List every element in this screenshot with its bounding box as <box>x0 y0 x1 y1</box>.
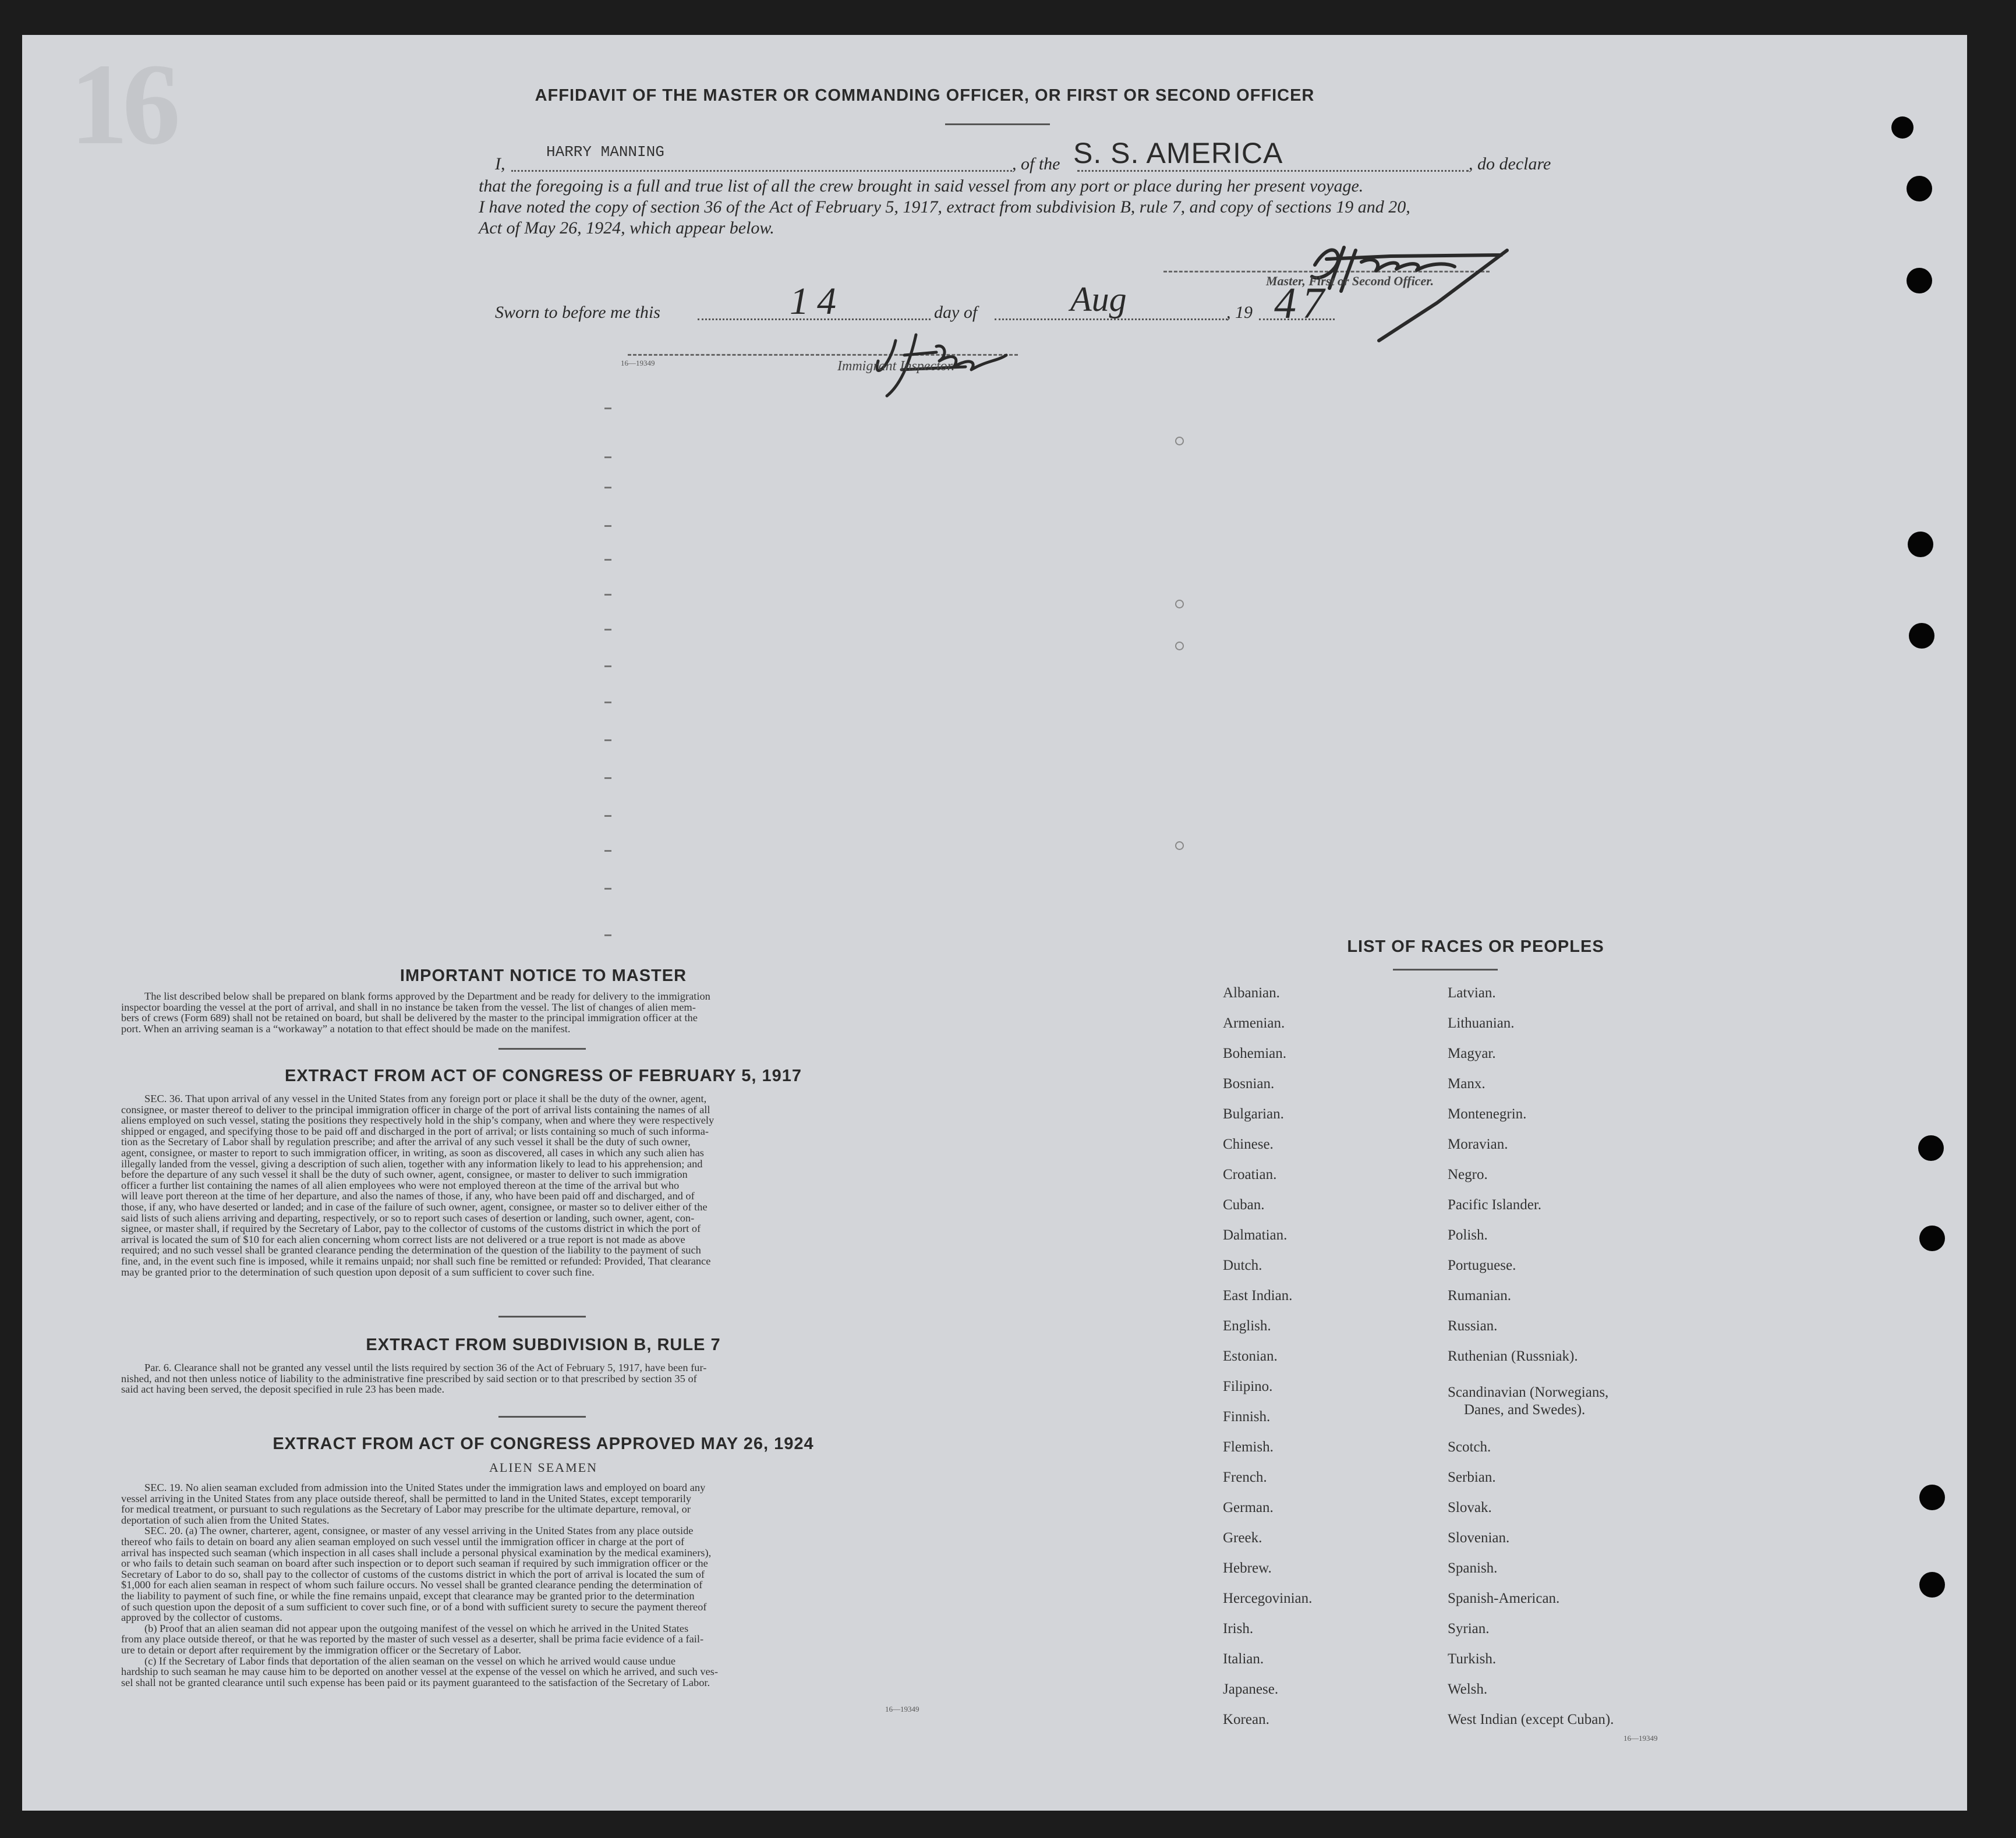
extract-line: said lists of such aliens arriving and departing, respectively, or so to report such cases of desertion or landing, such owner, agent, con- <box>121 1212 695 1224</box>
notice-line: bers of crews (Form 689) shall not be retained on board, but shall be delivered by the master to the principal immigration officer at the <box>121 1012 698 1024</box>
extract-line: fine, and, in the event such fine is imposed, while it remains unpaid; nor shall such fine be remitted or refunded: Provided, That clearance <box>121 1255 711 1267</box>
extract-1924-title: EXTRACT FROM ACT OF CONGRESS APPROVED MAY 26, 1924 <box>273 1435 814 1453</box>
extract-line: officer a further list containing the names of all alien employees who were not employed thereon at the time of the arrival but who <box>121 1179 680 1191</box>
extract-1917-body <box>121 1093 965 1277</box>
extract-1917-title: EXTRACT FROM ACT OF CONGRESS OF FEBRUARY 5, 1917 <box>284 1067 802 1085</box>
extract-line: hardship to such seaman he may cause him to be deported on another vessel at the expense of the vessel on which he arrived, and such ves- <box>121 1666 718 1678</box>
race-item: Cuban. <box>1223 1197 1265 1213</box>
extract-line: or who fails to detain such seaman on board after such inspection or to deport such seaman if required by such immigration officer or the <box>121 1557 708 1570</box>
margin-tick <box>604 559 611 561</box>
race-item: Ruthenian (Russniak). <box>1448 1348 1578 1364</box>
races-title: LIST OF RACES OR PEOPLES <box>1347 937 1604 956</box>
notice-body <box>121 991 965 1034</box>
race-item: West Indian (except Cuban). <box>1448 1712 1614 1727</box>
extract-line: consignee, or master thereof to deliver to the principal immigration officer in charge of the port of arrival lists containing the names of all <box>121 1103 710 1115</box>
form-number: 16—19349 <box>1624 1734 1658 1743</box>
extract-line: said act having been served, the deposit specified in rule 23 has been made. <box>121 1383 445 1396</box>
race-item: Bosnian. <box>1223 1076 1275 1092</box>
extract-line: aliens employed on such vessel, stating the positions they respectively hold in the ship’s company, when and where they were respectively <box>121 1114 715 1127</box>
year-prefix: , 19 <box>1226 303 1253 322</box>
extract-line: ure to detain or deport after requirement by the immigration officer or the Secretary of Labor. <box>121 1644 521 1656</box>
race-item: Hercegovinian. <box>1223 1591 1313 1606</box>
binder-hole <box>1919 1572 1945 1598</box>
extract-line: arrival is located the sum of $10 for each alien concerning whom correct lists are not delivered or a true report is not made as above <box>121 1233 685 1245</box>
race-item: East Indian. <box>1223 1288 1293 1304</box>
race-item: Dutch. <box>1223 1258 1262 1273</box>
race-item: Montenegrin. <box>1448 1106 1527 1122</box>
sworn-label: Sworn to before me this <box>495 303 660 322</box>
extract-line: (b) Proof that an alien seaman did not appear upon the outgoing manifest of the vessel on which he arrived in the United States <box>144 1622 689 1634</box>
vessel-name-field: S. S. AMERICA <box>1073 137 1283 169</box>
race-item: Spanish. <box>1448 1560 1498 1576</box>
margin-tick <box>604 594 611 596</box>
race-item: Hebrew. <box>1223 1560 1272 1576</box>
race-item: Latvian. <box>1448 985 1496 1001</box>
margin-tick <box>604 408 611 409</box>
name-field-line <box>511 170 1012 172</box>
extract-line: thereof who fails to detain on board any alien seaman employed on such vessel until the immigration officer in charge at the port of <box>121 1535 685 1547</box>
notice-title: IMPORTANT NOTICE TO MASTER <box>399 966 687 985</box>
extract-line: the liability to payment of such fine, or while the fine remains unpaid, except that clearance may be granted prior to the determination <box>121 1589 695 1602</box>
binder-hole <box>1908 532 1933 557</box>
do-declare-label: , do declare <box>1469 154 1551 173</box>
race-item: Finnish. <box>1223 1409 1271 1425</box>
race-item: Syrian. <box>1448 1621 1490 1637</box>
race-item: Croatian. <box>1223 1167 1277 1182</box>
document-page <box>22 35 1967 1811</box>
binder-hole <box>1907 176 1932 201</box>
divider <box>945 123 1050 125</box>
extract-line: $1,000 for each alien seaman in respect of whom such failure occurs. No vessel shall be granted clearance pending the determination of <box>121 1579 703 1591</box>
race-item: Slovak. <box>1448 1500 1492 1515</box>
race-item: Portuguese. <box>1448 1258 1516 1273</box>
divider <box>1393 969 1498 971</box>
month-value: Aug <box>1070 280 1127 318</box>
extract-line: for medical treatment, or pursuant to such regulations as the Secretary of Labor may prescribe for the ultimate departure, removal, or <box>121 1503 691 1515</box>
of-the-label: , of the <box>1012 154 1060 173</box>
binder-hole <box>1907 268 1932 293</box>
race-item: Russian. <box>1448 1318 1498 1334</box>
race-item: Serbian. <box>1448 1469 1496 1485</box>
race-item: Scandinavian (Norwegians, <box>1448 1384 1609 1400</box>
extract-line: SEC. 19. No alien seaman excluded from admission into the United States under the immigration laws and employed on board any <box>144 1482 706 1493</box>
race-item: Japanese. <box>1223 1681 1279 1697</box>
notice-line: port. When an arriving seaman is a “workaway” a notation to that effect should be made on the manifest. <box>121 1022 571 1035</box>
speck <box>1175 642 1184 650</box>
margin-tick <box>604 525 611 527</box>
extract-1924-subtitle: ALIEN SEAMEN <box>489 1460 597 1475</box>
binder-hole <box>1918 1135 1944 1161</box>
race-item: Greek. <box>1223 1530 1262 1546</box>
margin-tick <box>604 815 611 817</box>
extract-line: (c) If the Secretary of Labor finds that deportation of the alien seaman on the vessel on which he arrived would cause undue <box>144 1655 676 1667</box>
notice-line: The list described below shall be prepared on blank forms approved by the Department and be ready for delivery to the immigration <box>144 990 710 1002</box>
extract-1924-body <box>121 1482 965 1688</box>
extract-line: illegally landed from the vessel, giving a description of such alien, together with any information likely to lead to his apprehension; and <box>121 1157 703 1170</box>
extract-line: vessel arriving in the United States from any place outside thereof, shall be permitted to land in the United States, except temporarily <box>121 1492 692 1504</box>
speck <box>1175 600 1184 608</box>
vessel-field-line <box>1077 170 1469 172</box>
extract-line: sel shall not be granted clearance until such expense has been paid or its payment guaranteed to the satisfaction of the Secretary of Labor. <box>121 1676 710 1688</box>
binder-hole <box>1909 623 1934 649</box>
extract-line: SEC. 20. (a) The owner, charterer, agent, consignee, or master of any vessel arriving in the United States from any place outside <box>144 1525 694 1537</box>
extract-line: may be granted prior to the determination of such question upon deposit of a sum sufficient to cover such fine. <box>121 1266 595 1278</box>
divider <box>498 1416 586 1418</box>
extract-line: nished, and not then unless notice of liability to the administrative fine prescribed by said section or to that prescribed by section 35 of <box>121 1372 697 1384</box>
race-item: Lithuanian. <box>1448 1015 1515 1031</box>
race-item: Manx. <box>1448 1076 1486 1092</box>
extract-line: SEC. 36. That upon arrival of any vessel in the United States from any foreign port or place it shall be the duty of the owner, agent, <box>144 1093 707 1104</box>
margin-tick <box>604 629 611 631</box>
speck <box>1175 437 1184 445</box>
extract-line: those, if any, who have deserted or landed; and in case of the failure of such owner, agent, consignee, or master so to deliver either of the <box>121 1200 708 1213</box>
year-value: 47 <box>1274 279 1330 328</box>
extract-line: Par. 6. Clearance shall not be granted any vessel until the lists required by section 36 of the Act of February 5, 1917, have been fur- <box>144 1362 707 1373</box>
extract-rule7-body <box>121 1362 965 1395</box>
race-item: Pacific Islander. <box>1448 1197 1542 1213</box>
speck <box>1175 841 1184 850</box>
extract-line: Secretary of Labor to do so, shall pay to the collector of customs of the customs district in which the port of arrival is located the sum of <box>121 1568 705 1580</box>
affidavit-lead: I, <box>495 154 505 173</box>
affidavit-line-4: Act of May 26, 1924, which appear below. <box>479 218 774 238</box>
race-item: Danes, and Swedes). <box>1464 1402 1586 1418</box>
margin-tick <box>604 456 611 458</box>
divider <box>498 1316 586 1318</box>
race-item: Filipino. <box>1223 1379 1273 1394</box>
form-number: 16—19349 <box>621 359 655 367</box>
race-item: Albanian. <box>1223 985 1280 1001</box>
race-item: Armenian. <box>1223 1015 1285 1031</box>
extract-line: agent, consignee, or master to report to such immigration officer, in writing, as soon as discovered, all cases in which any such alien has <box>121 1146 704 1159</box>
race-item: Estonian. <box>1223 1348 1278 1364</box>
binder-hole <box>1919 1226 1945 1251</box>
master-name-field: HARRY MANNING <box>546 143 664 161</box>
extract-line: arrival has inspected such seaman (which inspection in all cases shall include a personal physical examination by the medical examiners), <box>121 1546 712 1559</box>
race-item: Slovenian. <box>1448 1530 1510 1546</box>
race-item: French. <box>1223 1469 1267 1485</box>
extract-line: required; and no such vessel shall be granted clearance pending the determination of the question of the liability to the payment of such <box>121 1244 701 1256</box>
affidavit-title: AFFIDAVIT OF THE MASTER OR COMMANDING OFFICER, OR FIRST OR SECOND OFFICER <box>535 86 1315 105</box>
affidavit-line-2: that the foregoing is a full and true list of all the crew brought in said vessel from any port or place during her present voyage. <box>479 176 1364 196</box>
binder-hole <box>1891 116 1914 139</box>
race-item: Bulgarian. <box>1223 1106 1284 1122</box>
binder-hole <box>1919 1485 1945 1510</box>
margin-tick <box>604 850 611 852</box>
divider <box>498 1048 586 1050</box>
race-item: Turkish. <box>1448 1651 1497 1667</box>
margin-tick <box>604 777 611 779</box>
day-value: 14 <box>790 280 844 323</box>
race-item: Welsh. <box>1448 1681 1488 1697</box>
extract-line: will leave port thereon at the time of her departure, and also the names of those, if any, who have been paid off and discharged, and of <box>121 1190 695 1202</box>
race-item: German. <box>1223 1500 1274 1515</box>
race-item: Scotch. <box>1448 1439 1491 1455</box>
extract-line: before the departure of any such vessel it shall be the duty of such owner, agent, consignee, or master to deliver to such immigration <box>121 1168 688 1181</box>
race-item: Korean. <box>1223 1712 1269 1727</box>
race-item: Flemish. <box>1223 1439 1274 1455</box>
margin-tick <box>604 888 611 890</box>
race-item: Magyar. <box>1448 1046 1496 1061</box>
day-of-label: day of <box>934 303 978 322</box>
inspector-caption: Immigrant Inspector. <box>837 359 955 374</box>
race-item: English. <box>1223 1318 1271 1334</box>
extract-line: from any place outside thereof, or that he was reported by the master of such vessel as a deserter, shall be prima facie evidence of a fail- <box>121 1633 704 1645</box>
extract-line: signee, or master shall, if required by the Secretary of Labor, pay to the collector of customs of the customs district in which the port of <box>121 1223 701 1235</box>
notice-line: inspector boarding the vessel at the port of arrival, and shall in no instance be taken from the vessel. The list of changes of alien mem- <box>121 1001 696 1013</box>
race-item: Spanish-American. <box>1448 1591 1560 1606</box>
page-number: 16 <box>70 40 175 169</box>
race-item: Polish. <box>1448 1227 1488 1243</box>
race-item: Bohemian. <box>1223 1046 1287 1061</box>
margin-tick <box>604 934 611 936</box>
extract-line: approved by the collector of customs. <box>121 1612 282 1624</box>
extract-line: tion as the Secretary of Labor shall by regulation prescribe; and after the arrival of any such vessel it shall be the duty of such owner, <box>121 1136 691 1148</box>
race-item: Irish. <box>1223 1621 1254 1637</box>
margin-tick <box>604 739 611 741</box>
margin-tick <box>604 487 611 488</box>
master-caption: Master, First or Second Officer. <box>1266 274 1434 288</box>
extract-line: of such question upon the deposit of a sum sufficient to cover such fine, or of a bond with sufficient surety to secure the payment thereof <box>121 1600 707 1613</box>
race-item: Rumanian. <box>1448 1288 1512 1304</box>
race-item: Italian. <box>1223 1651 1264 1667</box>
margin-tick <box>604 702 611 703</box>
form-number: 16—19349 <box>885 1705 919 1713</box>
race-item: Moravian. <box>1448 1136 1508 1152</box>
race-item: Dalmatian. <box>1223 1227 1288 1243</box>
extract-line: deportation of such alien from the United States. <box>121 1514 330 1526</box>
affidavit-line-3: I have noted the copy of section 36 of the Act of February 5, 1917, extract from subdivision B, rule 7, and copy of sections 19 and 20, <box>479 197 1410 217</box>
race-item: Negro. <box>1448 1167 1488 1182</box>
extract-rule7-title: EXTRACT FROM SUBDIVISION B, RULE 7 <box>366 1336 721 1354</box>
extract-line: shipped or engaged, and specifying those to be paid off and discharged in the port of arrival; or lists containing so much of such informa- <box>121 1125 709 1137</box>
margin-tick <box>604 665 611 667</box>
race-item: Chinese. <box>1223 1136 1274 1152</box>
